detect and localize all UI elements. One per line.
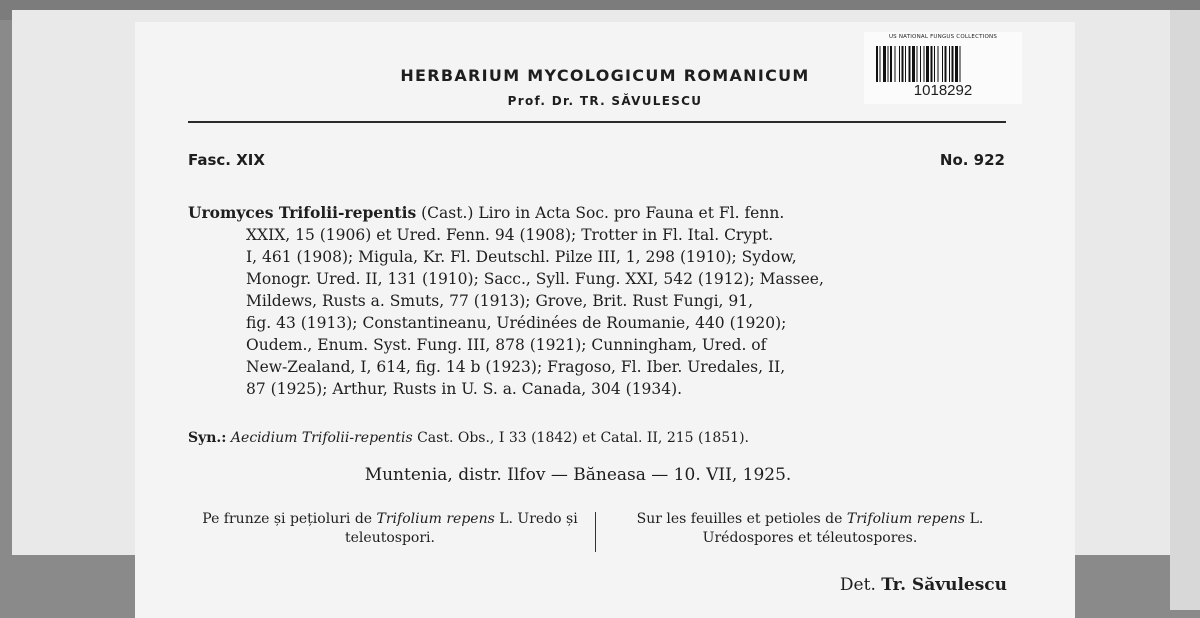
species-name: Uromyces Trifolii-repentis	[188, 203, 417, 222]
barcode-bar	[952, 46, 954, 82]
citation-line-3: I, 461 (1908); Migula, Kr. Fl. Deutschl. Pilze III, 1, 298 (1910); Sydow,	[246, 248, 797, 266]
specimen-label	[135, 22, 1075, 618]
citation-line-8: New-Zealand, I, 614, fig. 14 b (1923); Fragoso, Fl. Iber. Uredales, II,	[246, 358, 786, 376]
citation-line-7: Oudem., Enum. Syst. Fung. III, 878 (1921); Cunningham, Ured. of	[246, 336, 767, 354]
barcode-bar	[905, 46, 906, 82]
barcode-bar	[942, 46, 943, 82]
description-french: Sur les feuilles et petioles de Trifolium repens L. Urédospores et téleutospores.	[636, 511, 984, 546]
citation-line-1: Uromyces Trifolii-repentis (Cast.) Liro in Acta Soc. pro Fauna et Fl. fenn.	[188, 203, 785, 222]
barcode-bar	[909, 46, 911, 82]
citation-line-9: 87 (1925); Arthur, Rusts in U. S. a. Canada, 304 (1934).	[246, 380, 683, 398]
herbarium-title: HERBARIUM MYCOLOGICUM ROMANICUM	[400, 66, 810, 85]
description-romanian: Pe frunze și pețioluri de Trifolium repens L. Uredo și teleutospori.	[202, 511, 578, 546]
header-rule	[188, 121, 1006, 123]
barcode-bar	[880, 46, 881, 82]
herbarium-director: Prof. Dr. TR. SĂVULESCU	[507, 94, 703, 108]
barcode-bar	[917, 46, 918, 82]
barcode-bar	[888, 46, 889, 82]
barcode-bar	[876, 46, 878, 82]
synonym: Syn.: Aecidium Trifolii-repentis Cast. Obs., I 33 (1842) et Catal. II, 215 (1851).	[188, 430, 749, 446]
determiner-name: Tr. Săvulescu	[881, 575, 1007, 595]
barcode-bar	[895, 46, 896, 82]
barcode-number: 1018292	[913, 82, 973, 99]
column-divider	[595, 512, 596, 552]
barcode-bar	[924, 46, 925, 82]
barcode-label	[864, 32, 1022, 104]
exsiccata-number: No. 922	[939, 151, 1005, 169]
citation-line-6: fig. 43 (1913); Constantineanu, Urédinées de Roumanie, 440 (1920);	[246, 314, 787, 332]
barcode-bar	[899, 46, 900, 82]
barcode-institution: US NATIONAL FUNGUS COLLECTIONS	[888, 34, 998, 40]
fascicle-number: Fasc. XIX	[188, 151, 265, 169]
barcode-bar	[934, 46, 935, 82]
citation-line-5: Mildews, Rusts a. Smuts, 77 (1913); Grove, Brit. Rust Fungi, 91,	[246, 292, 754, 310]
barcode-bar	[883, 46, 886, 82]
barcode-bar	[949, 46, 950, 82]
barcode-bar	[890, 46, 892, 82]
collection-locality: Muntenia, distr. Ilfov — Băneasa — 10. VII, 1925.	[364, 465, 792, 485]
barcode-bar	[926, 46, 929, 82]
sheet-edge	[1170, 10, 1200, 610]
barcode-bars	[876, 46, 1010, 82]
species-citation	[188, 202, 1006, 400]
barcode-bar	[938, 46, 939, 82]
barcode-bar	[920, 46, 921, 82]
barcode-bar	[931, 46, 933, 82]
barcode-bar	[960, 46, 961, 82]
barcode-bar	[945, 46, 947, 82]
barcode-bar	[955, 46, 958, 82]
citation-line-2: XXIX, 15 (1906) et Ured. Fenn. 94 (1908); Trotter in Fl. Ital. Crypt.	[246, 226, 774, 244]
citation-line-4: Monogr. Ured. II, 131 (1910); Sacc., Syll. Fung. XXI, 542 (1912); Massee,	[246, 270, 824, 288]
barcode-bar	[902, 46, 904, 82]
determiner: Det. Tr. Săvulescu	[839, 575, 1007, 595]
barcode-bar	[912, 46, 915, 82]
synonym-name: Aecidium Trifolii-repentis	[230, 430, 413, 446]
